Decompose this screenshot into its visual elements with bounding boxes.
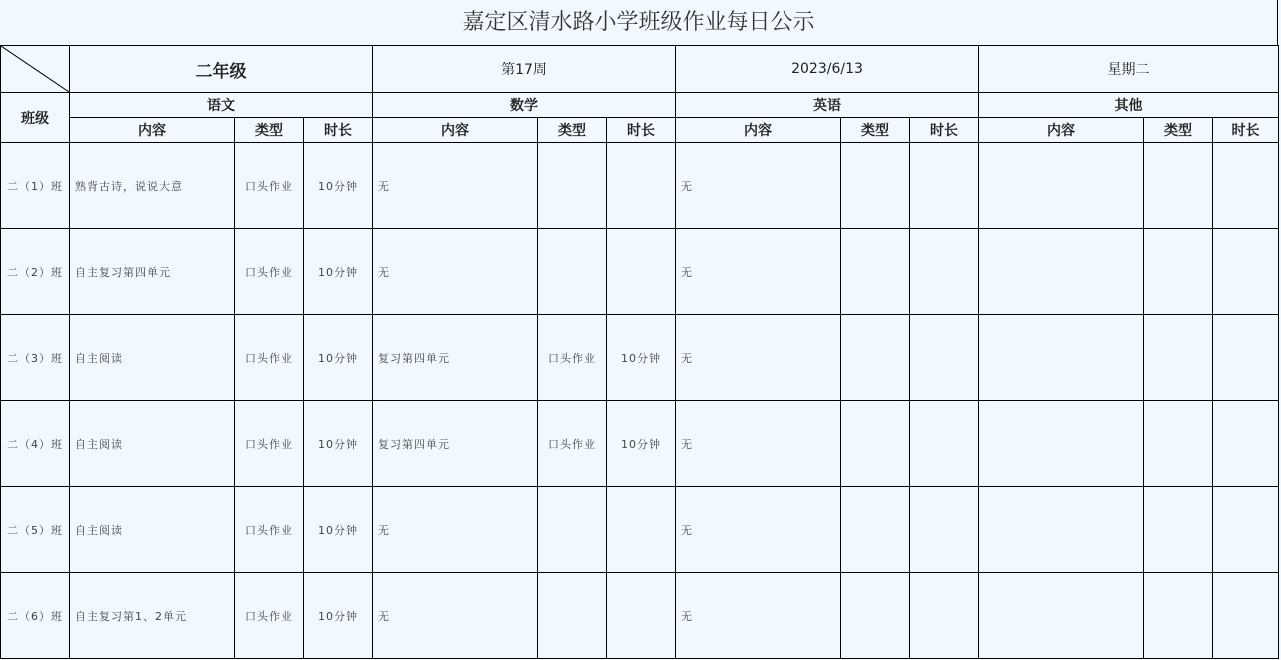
class-name-cell[interactable]: 二（4）班 bbox=[1, 401, 70, 487]
english-type-cell[interactable] bbox=[841, 573, 910, 659]
col-header-content[interactable]: 内容 bbox=[70, 118, 235, 143]
other-duration-cell[interactable] bbox=[1213, 401, 1279, 487]
table-row bbox=[1, 229, 1279, 315]
diagonal-line-icon bbox=[1, 46, 69, 92]
class-name-cell[interactable]: 二（3）班 bbox=[1, 315, 70, 401]
col-header-duration[interactable]: 时长 bbox=[910, 118, 979, 143]
other-type-cell[interactable] bbox=[1144, 315, 1213, 401]
english-type-cell[interactable] bbox=[841, 229, 910, 315]
math-type-cell[interactable] bbox=[538, 573, 607, 659]
subject-math[interactable]: 数学 bbox=[373, 93, 676, 118]
math-content-cell[interactable]: 无 bbox=[373, 229, 538, 315]
other-content-cell[interactable] bbox=[979, 487, 1144, 573]
other-type-cell[interactable] bbox=[1144, 229, 1213, 315]
english-duration-cell[interactable] bbox=[910, 229, 979, 315]
math-duration-cell[interactable] bbox=[607, 573, 676, 659]
english-duration-cell[interactable] bbox=[910, 401, 979, 487]
english-content-cell[interactable]: 无 bbox=[676, 487, 841, 573]
homework-table bbox=[0, 45, 1279, 659]
table-row bbox=[1, 573, 1279, 659]
english-content-cell[interactable]: 无 bbox=[676, 401, 841, 487]
week-label[interactable]: 第17周 bbox=[373, 46, 676, 93]
chinese-duration-cell[interactable]: 10分钟 bbox=[304, 487, 373, 573]
subject-english[interactable]: 英语 bbox=[676, 93, 979, 118]
other-duration-cell[interactable] bbox=[1213, 143, 1279, 229]
math-content-cell[interactable]: 无 bbox=[373, 573, 538, 659]
other-content-cell[interactable] bbox=[979, 401, 1144, 487]
math-content-cell[interactable]: 无 bbox=[373, 143, 538, 229]
chinese-duration-cell[interactable]: 10分钟 bbox=[304, 401, 373, 487]
other-duration-cell[interactable] bbox=[1213, 315, 1279, 401]
col-header-content[interactable]: 内容 bbox=[979, 118, 1144, 143]
grade-label[interactable]: 二年级 bbox=[70, 46, 373, 93]
math-duration-cell[interactable] bbox=[607, 143, 676, 229]
date-label[interactable]: 2023/6/13 bbox=[676, 46, 979, 93]
english-type-cell[interactable] bbox=[841, 143, 910, 229]
class-name-cell[interactable]: 二（1）班 bbox=[1, 143, 70, 229]
chinese-content-cell[interactable]: 自主复习第1、2单元 bbox=[70, 573, 235, 659]
math-content-cell[interactable]: 无 bbox=[373, 487, 538, 573]
col-header-type[interactable]: 类型 bbox=[1144, 118, 1213, 143]
english-type-cell[interactable] bbox=[841, 401, 910, 487]
math-type-cell[interactable]: 口头作业 bbox=[538, 401, 607, 487]
chinese-type-cell[interactable]: 口头作业 bbox=[235, 143, 304, 229]
other-content-cell[interactable] bbox=[979, 229, 1144, 315]
diagonal-corner-cell bbox=[1, 46, 70, 93]
math-duration-cell[interactable]: 10分钟 bbox=[607, 315, 676, 401]
chinese-content-cell[interactable]: 自主阅读 bbox=[70, 315, 235, 401]
english-content-cell[interactable]: 无 bbox=[676, 143, 841, 229]
chinese-type-cell[interactable]: 口头作业 bbox=[235, 229, 304, 315]
other-duration-cell[interactable] bbox=[1213, 573, 1279, 659]
other-duration-cell[interactable] bbox=[1213, 229, 1279, 315]
other-type-cell[interactable] bbox=[1144, 487, 1213, 573]
other-content-cell[interactable] bbox=[979, 573, 1144, 659]
math-duration-cell[interactable] bbox=[607, 487, 676, 573]
other-type-cell[interactable] bbox=[1144, 573, 1213, 659]
other-content-cell[interactable] bbox=[979, 143, 1144, 229]
math-type-cell[interactable] bbox=[538, 143, 607, 229]
chinese-content-cell[interactable]: 自主阅读 bbox=[70, 401, 235, 487]
other-type-cell[interactable] bbox=[1144, 143, 1213, 229]
class-column-header[interactable]: 班级 bbox=[1, 93, 70, 143]
other-content-cell[interactable] bbox=[979, 315, 1144, 401]
english-type-cell[interactable] bbox=[841, 487, 910, 573]
math-duration-cell[interactable]: 10分钟 bbox=[607, 401, 676, 487]
chinese-type-cell[interactable]: 口头作业 bbox=[235, 487, 304, 573]
chinese-type-cell[interactable]: 口头作业 bbox=[235, 315, 304, 401]
table-row bbox=[1, 315, 1279, 401]
chinese-duration-cell[interactable]: 10分钟 bbox=[304, 143, 373, 229]
math-type-cell[interactable] bbox=[538, 229, 607, 315]
subject-other[interactable]: 其他 bbox=[979, 93, 1279, 118]
math-duration-cell[interactable] bbox=[607, 229, 676, 315]
math-type-cell[interactable] bbox=[538, 487, 607, 573]
chinese-duration-cell[interactable]: 10分钟 bbox=[304, 573, 373, 659]
chinese-content-cell[interactable]: 熟背古诗，说说大意 bbox=[70, 143, 235, 229]
chinese-content-cell[interactable]: 自主复习第四单元 bbox=[70, 229, 235, 315]
english-duration-cell[interactable] bbox=[910, 143, 979, 229]
col-header-duration[interactable]: 时长 bbox=[607, 118, 676, 143]
chinese-duration-cell[interactable]: 10分钟 bbox=[304, 229, 373, 315]
class-name-cell[interactable]: 二（6）班 bbox=[1, 573, 70, 659]
col-header-type[interactable]: 类型 bbox=[841, 118, 910, 143]
table-row bbox=[1, 487, 1279, 573]
class-name-cell[interactable]: 二（2）班 bbox=[1, 229, 70, 315]
chinese-type-cell[interactable]: 口头作业 bbox=[235, 401, 304, 487]
subject-chinese[interactable]: 语文 bbox=[70, 93, 373, 118]
chinese-type-cell[interactable]: 口头作业 bbox=[235, 573, 304, 659]
math-type-cell[interactable]: 口头作业 bbox=[538, 315, 607, 401]
english-content-cell[interactable]: 无 bbox=[676, 315, 841, 401]
table-row bbox=[1, 401, 1279, 487]
math-content-cell[interactable]: 复习第四单元 bbox=[373, 315, 538, 401]
weekday-label[interactable]: 星期二 bbox=[979, 46, 1279, 93]
english-type-cell[interactable] bbox=[841, 315, 910, 401]
col-header-content[interactable]: 内容 bbox=[676, 118, 841, 143]
other-type-cell[interactable] bbox=[1144, 401, 1213, 487]
english-duration-cell[interactable] bbox=[910, 573, 979, 659]
english-content-cell[interactable]: 无 bbox=[676, 573, 841, 659]
col-header-type[interactable]: 类型 bbox=[235, 118, 304, 143]
sheet-title: 嘉定区清水路小学班级作业每日公示 bbox=[0, 0, 1278, 45]
chinese-content-cell[interactable]: 自主阅读 bbox=[70, 487, 235, 573]
col-header-type[interactable]: 类型 bbox=[538, 118, 607, 143]
class-name-cell[interactable]: 二（5）班 bbox=[1, 487, 70, 573]
table-row bbox=[1, 143, 1279, 229]
col-header-duration[interactable]: 时长 bbox=[304, 118, 373, 143]
other-duration-cell[interactable] bbox=[1213, 487, 1279, 573]
col-header-duration[interactable]: 时长 bbox=[1213, 118, 1279, 143]
col-header-content[interactable]: 内容 bbox=[373, 118, 538, 143]
math-content-cell[interactable]: 复习第四单元 bbox=[373, 401, 538, 487]
english-duration-cell[interactable] bbox=[910, 487, 979, 573]
english-duration-cell[interactable] bbox=[910, 315, 979, 401]
english-content-cell[interactable]: 无 bbox=[676, 229, 841, 315]
chinese-duration-cell[interactable]: 10分钟 bbox=[304, 315, 373, 401]
